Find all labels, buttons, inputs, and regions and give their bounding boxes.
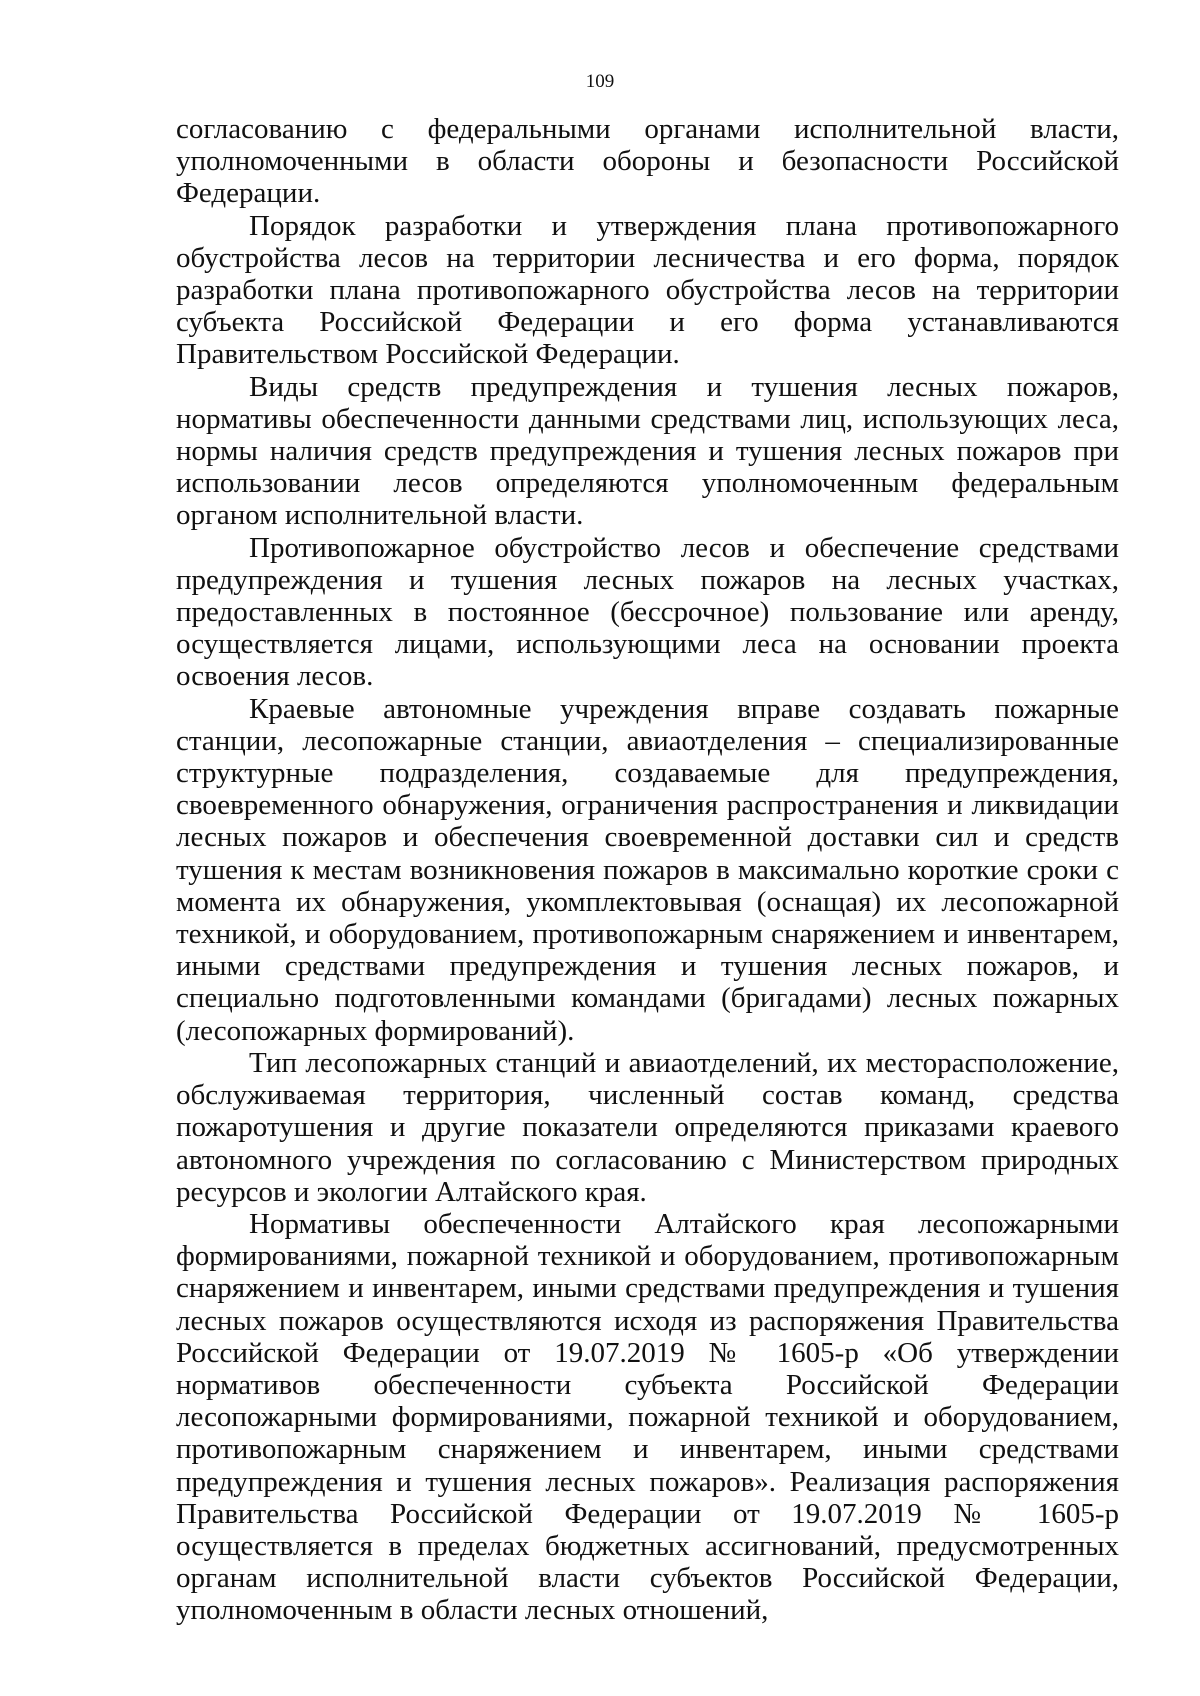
paragraph-fire-plan-procedure: Порядок разработки и утверждения плана противопожарного обустройства лесов на территории лесничества и его форма, порядок разработки плана противопожарного обустройства лесов на территории субъекта Российской Федерации и его форма устанавливаются Правительством Российской Федерации. xyxy=(176,209,1119,371)
document-body xyxy=(176,113,1119,1627)
page-number: 109 xyxy=(585,71,615,92)
paragraph-fire-means-types: Виды средств предупреждения и тушения лесных пожаров, нормативы обеспеченности данными средствами лиц, использующих леса, нормы наличия средств предупреждения и тушения лесных пожаров при использовании лесов определяются уполномоченным федеральным органом исполнительной власти. xyxy=(176,370,1119,532)
paragraph-standards: Нормативы обеспеченности Алтайского края лесопожарными формированиями, пожарной техникой и оборудованием, противопожарным снаряжением и инвентарем, иными средствами предупреждения и тушения лесных пожаров осуществляются исходя из распоряжения Правительства Российской Федерации от 19.07.2019 № 1605-р «Об утверждении нормативов обеспеченности субъекта Российской Федерации лесопожарными формированиями, пожарной техникой и оборудованием, противопожарным снаряжением и инвентарем, иными средствами предупреждения и тушения лесных пожаров». Реализация распоряжения Правительства Российской Федерации от 19.07.2019 № 1605-р осуществляется в пределах бюджетных ассигнований, предусмотренных органам исполнительной власти субъектов Российской Федерации, уполномоченным в области лесных отношений, xyxy=(176,1207,1119,1627)
paragraph-station-types: Тип лесопожарных станций и авиаотделений, их месторасположение, обслуживаемая территория, численный состав команд, средства пожаротушения и другие показатели определяются приказами краевого автономного учреждения по согласованию с Министерством природных ресурсов и экологии Алтайского края. xyxy=(176,1046,1119,1208)
paragraph-fire-arrangement: Противопожарное обустройство лесов и обеспечение средствами предупреждения и тушения лесных пожаров на лесных участках, предоставленных в постоянное (бессрочное) пользование или аренду, осуществляется лицами, использующими леса на основании проекта освоения лесов. xyxy=(176,531,1119,693)
paragraph-continuation: согласованию с федеральными органами исполнительной власти, уполномоченными в области обороны и безопасности Российской Федерации. xyxy=(176,113,1119,210)
paragraph-autonomous-institutions: Краевые автономные учреждения вправе создавать пожарные станции, лесопожарные станции, авиаотделения – специализированные структурные подразделения, создаваемые для предупреждения, своевременного обнаружения, ограничения распространения и ликвидации лесных пожаров и обеспечения своевременной доставки сил и средств тушения к местам возникновения пожаров в максимально короткие сроки с момента их обнаружения, укомплектовывая (оснащая) их лесопожарной техникой, и оборудованием, противопожарным снаряжением и инвентарем, иными средствами предупреждения и тушения лесных пожаров, и специально подготовленными командами (бригадами) лесных пожарных (лесопожарных формирований). xyxy=(176,692,1119,1047)
